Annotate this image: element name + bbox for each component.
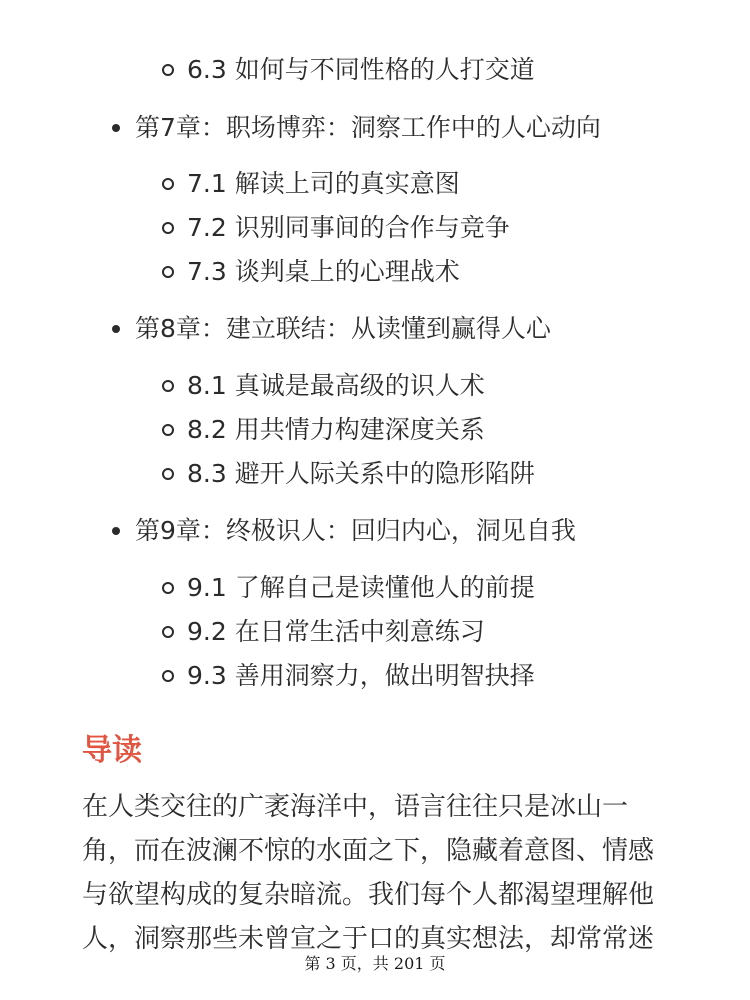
intro-paragraph-line: 角，而在波澜不惊的水面之下，隐藏着意图、情感	[82, 836, 655, 866]
circle-bullet-icon	[162, 626, 174, 638]
toc-chapter-label: 第9章：终极识人：回归内心，洞见自我	[135, 516, 576, 545]
circle-bullet-icon	[162, 468, 174, 480]
toc-section-label: 9.2 在日常生活中刻意练习	[187, 617, 485, 646]
circle-bullet-icon	[162, 266, 174, 278]
disc-bullet-icon	[112, 325, 120, 333]
toc-section-label: 8.1 真诚是最高级的识人术	[187, 371, 485, 400]
toc-section-8-3[interactable]	[162, 457, 535, 491]
intro-paragraph-line: 与欲望构成的复杂暗流。我们每个人都渴望理解他	[82, 880, 655, 910]
toc-section-label: 8.3 避开人际关系中的隐形陷阱	[187, 459, 535, 488]
toc-section-label: 8.2 用共情力构建深度关系	[187, 415, 485, 444]
toc-chapter-label: 第7章：职场博弈：洞察工作中的人心动向	[135, 113, 601, 142]
toc-section-9-2[interactable]	[162, 615, 485, 649]
toc-section-label: 7.2 识别同事间的合作与竞争	[187, 213, 510, 242]
disc-bullet-icon	[112, 527, 120, 535]
toc-section-label: 6.3 如何与不同性格的人打交道	[187, 55, 535, 84]
page-number-footer: 第 3 页，共 201 页	[304, 954, 446, 973]
circle-bullet-icon	[162, 424, 174, 436]
toc-section-9-1[interactable]	[162, 571, 535, 605]
toc-chapter-label: 第8章：建立联结：从读懂到赢得人心	[135, 314, 551, 343]
toc-section-label: 9.1 了解自己是读懂他人的前提	[187, 573, 535, 602]
circle-bullet-icon	[162, 64, 174, 76]
toc-section-8-2[interactable]	[162, 413, 485, 447]
disc-bullet-icon	[112, 124, 120, 132]
toc-section-9-3[interactable]	[162, 659, 535, 693]
toc-section-label: 7.3 谈判桌上的心理战术	[187, 257, 460, 286]
intro-paragraph	[82, 785, 682, 961]
circle-bullet-icon	[162, 582, 174, 594]
circle-bullet-icon	[162, 670, 174, 682]
toc-chapter-8[interactable]	[112, 312, 551, 346]
toc-chapter-7[interactable]	[112, 111, 601, 145]
toc-section-label: 9.3 善用洞察力，做出明智抉择	[187, 661, 535, 690]
toc-section-label: 7.1 解读上司的真实意图	[187, 169, 460, 198]
circle-bullet-icon	[162, 222, 174, 234]
toc-section-7-2[interactable]	[162, 211, 510, 245]
toc-section-7-1[interactable]	[162, 167, 460, 201]
toc-section-8-1[interactable]	[162, 369, 485, 403]
toc-chapter-9[interactable]	[112, 514, 576, 548]
circle-bullet-icon	[162, 380, 174, 392]
toc-section-7-3[interactable]	[162, 255, 460, 289]
toc-section-6-3[interactable]	[162, 53, 535, 87]
intro-paragraph-line: 在人类交往的广袤海洋中，语言往往只是冰山一	[82, 792, 629, 822]
intro-paragraph-line: 人，洞察那些未曾宣之于口的真实想法，却常常迷	[82, 924, 655, 954]
circle-bullet-icon	[162, 178, 174, 190]
intro-heading: 导读	[82, 733, 142, 768]
